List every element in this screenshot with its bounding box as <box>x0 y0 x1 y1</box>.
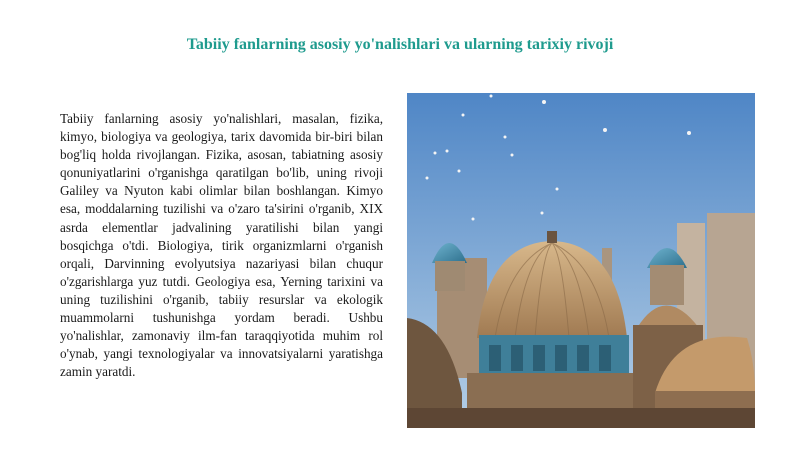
body-paragraph: Tabiiy fanlarning asosiy yo'nalishlari, masalan, fizika, kimyo, biologiya va geologiya, tarix davomida bir-biri bilan bog'liq holda rivojlangan. Fizika, asosan, tabiatning asosiy qonuniyatlarini o'rganishga qaratilgan bo'lib, uning rivoji Galiley va Nyuton kabi olimlar bilan boshlangan. Kimyo esa, moddalarning tuzilishi va o'zaro ta'sirini o'rganib, XIX asrda elementlar jadvalining yaratilishi bilan yangi bosqichga o'tdi. Biologiya, tirik organizmlarni o'rganish orqali, Darvinning evolyutsiya nazariyasi bilan chuqur o'zgarishlarga yuz tutdi. Geologiya esa, Yerning tarixini va uning tuzilishini o'rganib, tabiiy resurslar va ekologik muammolarni tushunishga yordam beradi. Ushbu yo'nalishlar, zamonaviy ilm-fan taraqqiyotida muhim rol o'ynab, yangi texnologiyalar va innovatsiyalarni yaratishga zamin yaratdi. <box>60 111 383 380</box>
slide-title: Tabiiy fanlarning asosiy yo'nalishlari va ularning tarixiy rivoji <box>186 36 614 53</box>
domes-photo-icon <box>407 93 755 428</box>
domes-photo <box>407 93 755 428</box>
